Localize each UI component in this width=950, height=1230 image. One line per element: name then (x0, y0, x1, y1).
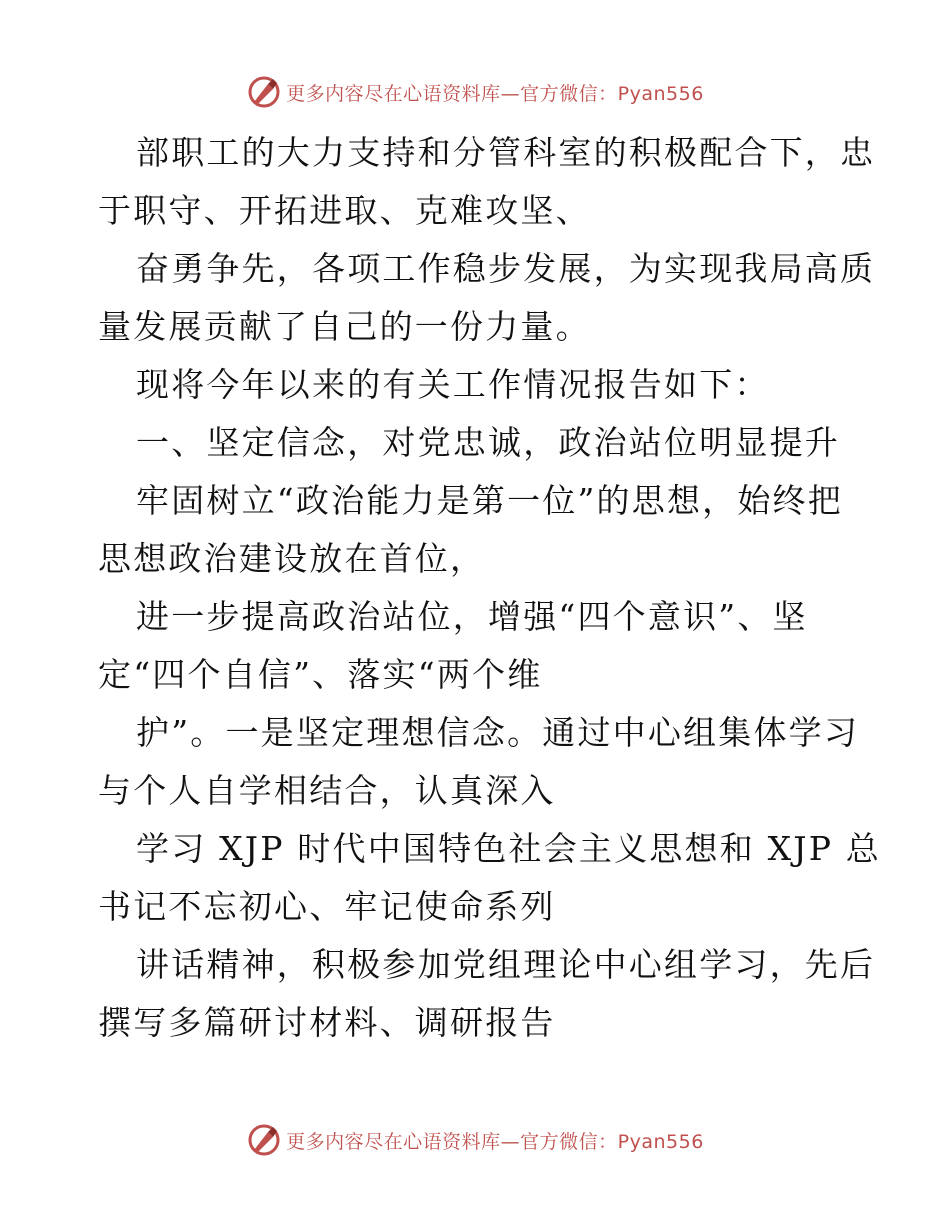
body-line: 护”。一是坚定理想信念。通过中心组集体学习 (136, 713, 860, 752)
footer-watermark-main: 更多内容尽在心语资料库 (286, 1130, 501, 1153)
body-line: 现将今年以来的有关工作情况报告如下： (136, 365, 770, 404)
footer-watermark-text (286, 1127, 704, 1154)
body-line: 量发展贡献了自己的一份力量。 (98, 307, 591, 346)
footer-watermark-separator: — (500, 1130, 521, 1153)
header-watermark-main: 更多内容尽在心语资料库 (286, 82, 501, 105)
body-line: 思想政治建设放在首位， (98, 539, 486, 578)
body-line: 学习 XJP 时代中国特色社会主义思想和 XJP 总 (136, 829, 882, 868)
pen-nib-logo-icon (246, 74, 282, 110)
footer-watermark-contact: 官方微信：Pyan556 (520, 1130, 704, 1153)
body-line: 定“四个自信”、落实“两个维 (98, 655, 543, 694)
body-line: 与个人自学相结合，认真深入 (98, 771, 556, 810)
document-body (98, 124, 882, 1052)
body-line: 书记不忘初心、牢记使命系列 (98, 887, 556, 926)
section-heading: 一、坚定信念，对党忠诚，政治站位明显提升 (136, 423, 840, 462)
header-watermark-separator: — (500, 82, 521, 105)
header-watermark-text (286, 79, 704, 106)
body-line: 奋勇争先，各项工作稳步发展，为实现我局高质 (136, 249, 876, 288)
body-line: 牢固树立“政治能力是第一位”的思想，始终把 (136, 481, 843, 520)
body-line: 部职工的大力支持和分管科室的积极配合下，忠 (136, 133, 876, 172)
body-line: 进一步提高政治站位，增强“四个意识”、坚 (136, 597, 808, 636)
pen-nib-logo-icon (246, 1122, 282, 1158)
body-line: 于职守、开拓进取、克难攻坚、 (98, 191, 591, 230)
footer-watermark (0, 1118, 950, 1162)
header-watermark-contact: 官方微信：Pyan556 (520, 82, 704, 105)
header-watermark (0, 70, 950, 114)
body-line: 讲话精神，积极参加党组理论中心组学习，先后 (136, 945, 876, 984)
body-line: 撰写多篇研讨材料、调研报告 (98, 1003, 556, 1042)
